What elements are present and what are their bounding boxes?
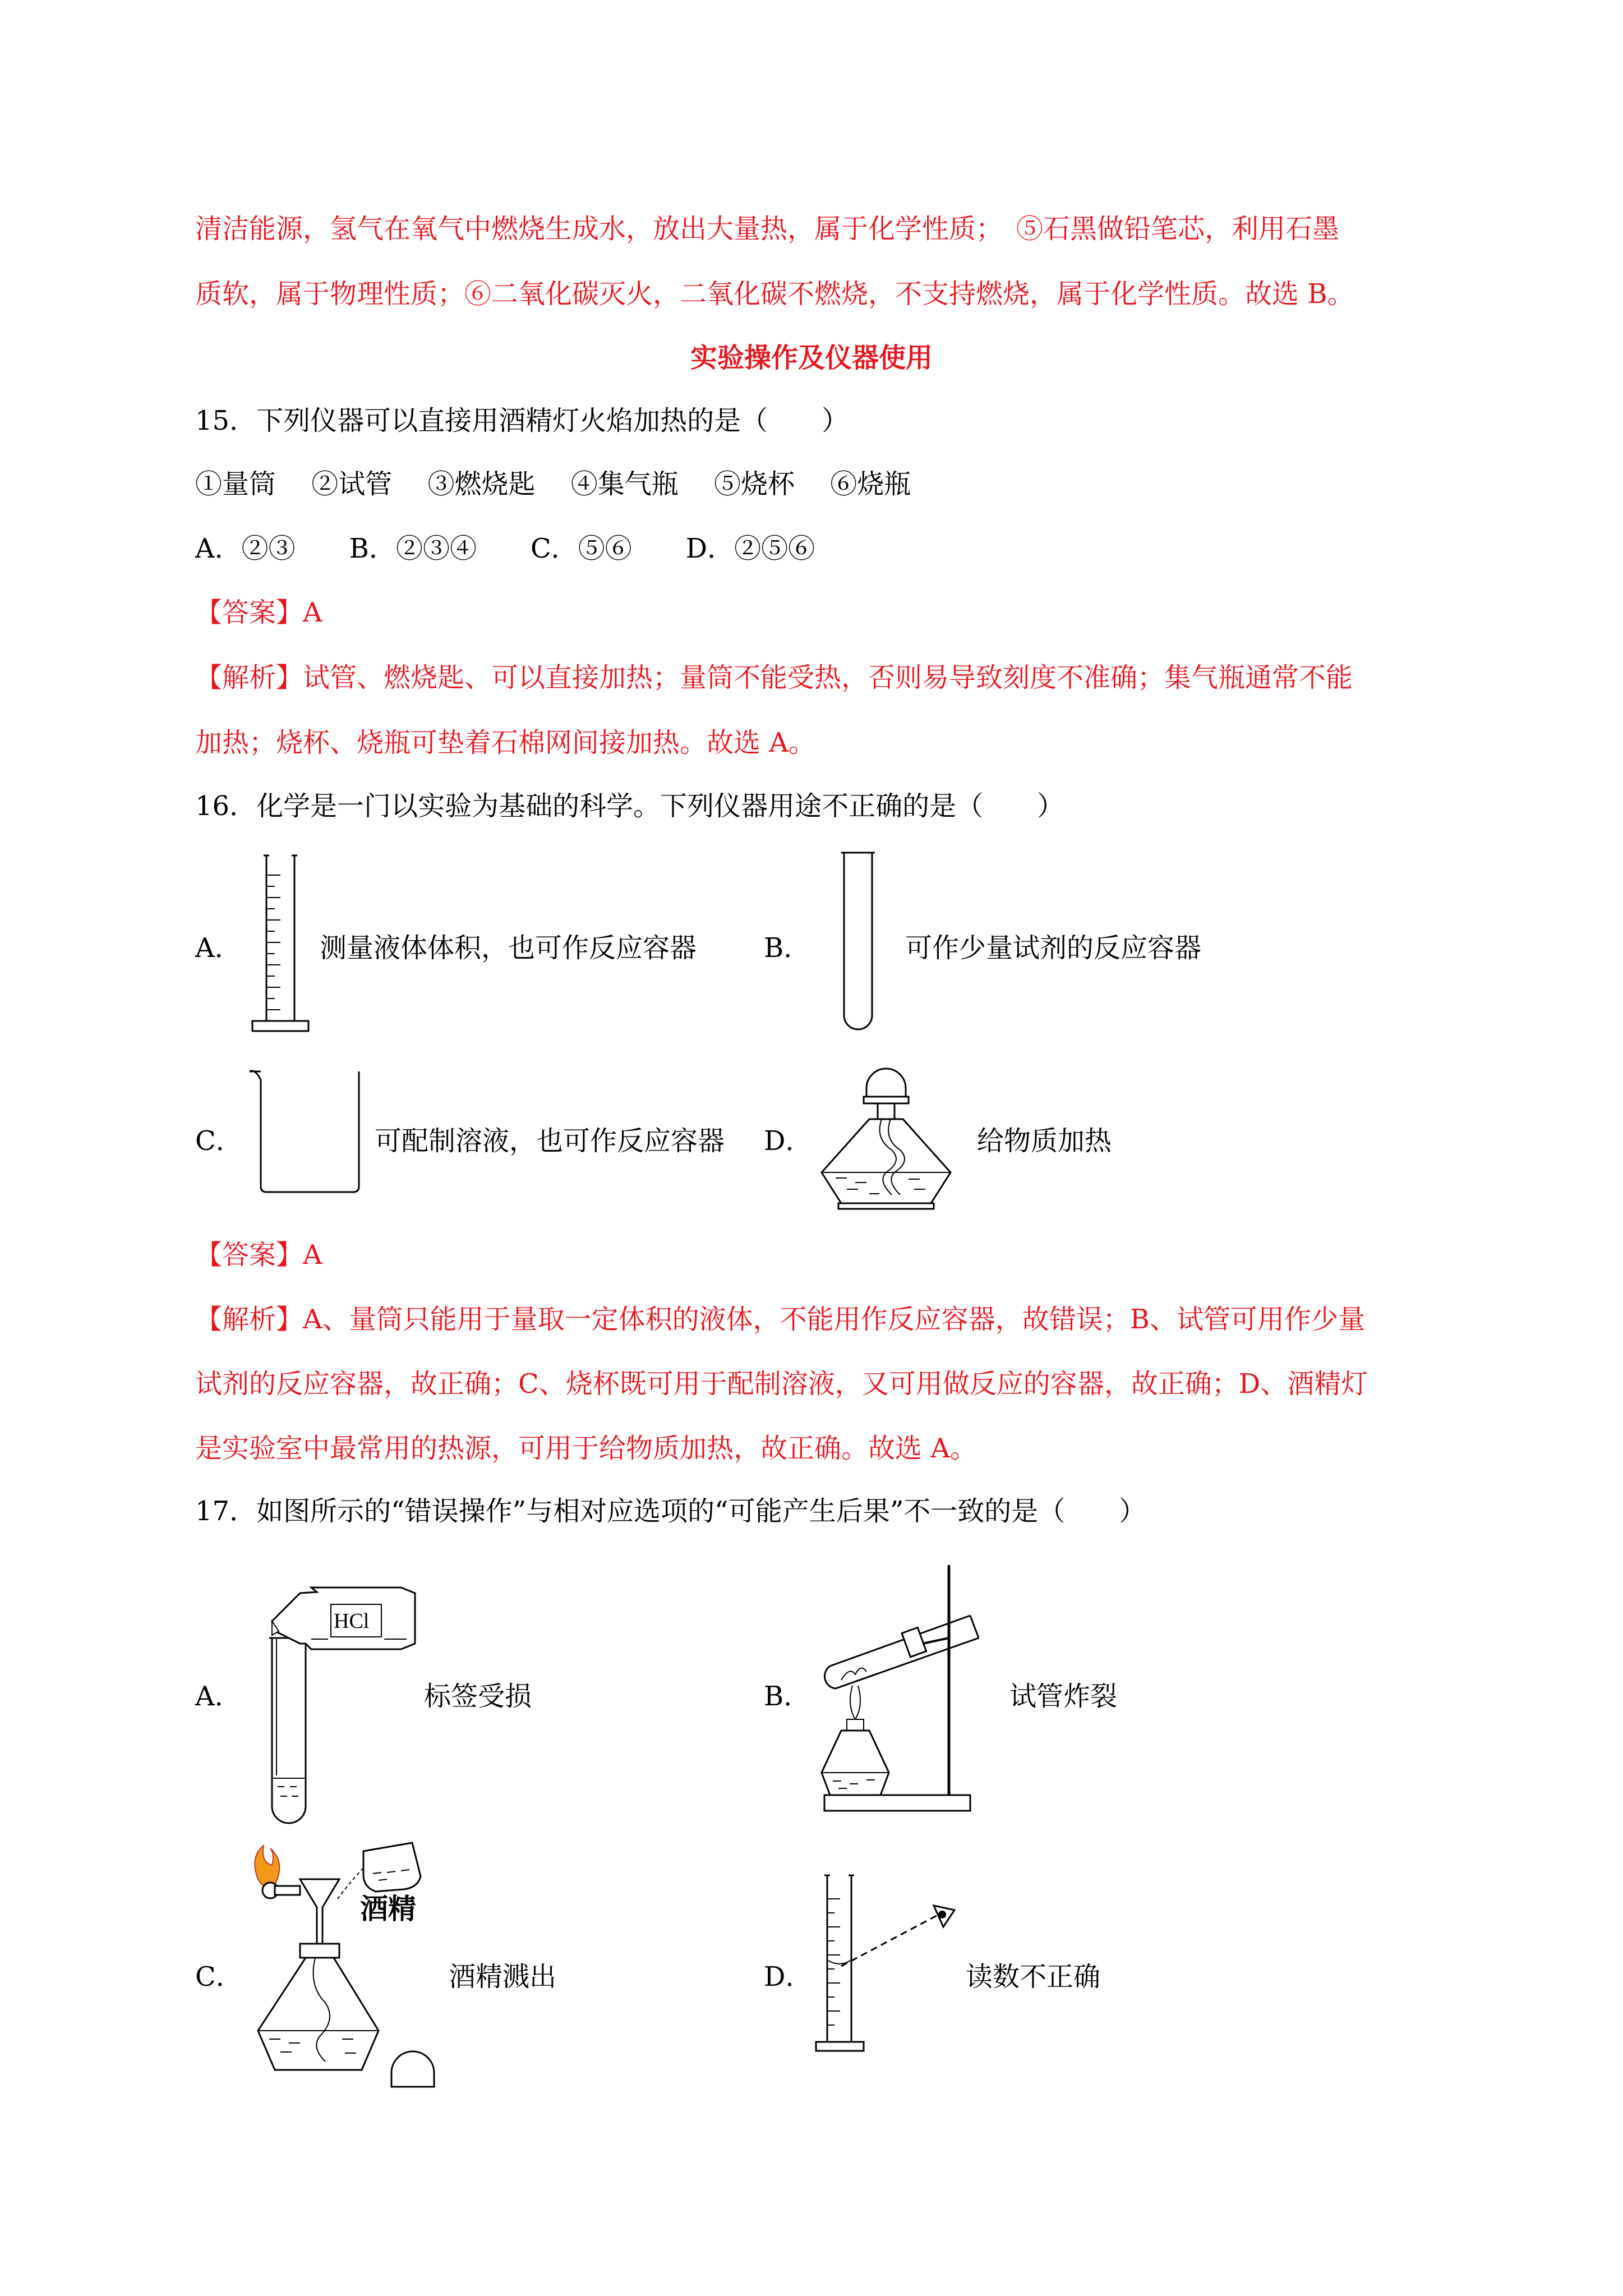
q17-option-b-letter: B． <box>764 1681 811 1712</box>
test-tube-figure <box>836 847 880 1038</box>
pouring-hcl-figure <box>233 1565 423 1823</box>
q15-items: ①量筒 ②试管 ③燃烧匙 ④集气瓶 ⑤烧杯 ⑥烧瓶 <box>195 468 911 500</box>
q16-option-b-letter: B． <box>764 932 811 964</box>
adding-alcohol-to-lit-lamp-figure <box>241 1846 454 2098</box>
q16-option-a-letter: A． <box>195 932 242 964</box>
section-title: 实验操作及仪器使用 <box>690 342 933 374</box>
q17-option-a-letter: A． <box>195 1681 242 1712</box>
explanation-line-1: 清洁能源，氢气在氧气中燃烧生成水，放出大量热，属于化学性质； ⑤石黑做铅笔芯，利用石墨 <box>195 213 1340 245</box>
q16-analysis-line-3: 是实验室中最常用的热源，可用于给物质加热，故正确。故选 A。 <box>195 1433 977 1464</box>
graduated-cylinder-figure <box>247 853 314 1038</box>
q16-option-a-text: 测量液体体积，也可作反应容器 <box>320 932 697 964</box>
beaker-figure <box>247 1066 370 1200</box>
q15-options: A．②③ B．②③④ C．⑤⑥ D．②⑤⑥ <box>195 533 815 564</box>
q16-option-d-text: 给物质加热 <box>977 1125 1112 1157</box>
heating-test-tube-figure <box>802 1559 1015 1829</box>
explanation-line-2: 质软，属于物理性质；⑥二氧化碳灭火，二氧化碳不燃烧，不支持燃烧，属于化学性质。故选 B。 <box>195 278 1354 310</box>
q17-option-a-text: 标签受损 <box>424 1681 532 1712</box>
q16-option-b-text: 可作少量试剂的反应容器 <box>905 932 1202 964</box>
q16-option-c-text: 可配制溶液，也可作反应容器 <box>375 1125 725 1157</box>
q16-stem: 16．化学是一门以实验为基础的科学。下列仪器用途不正确的是（ ） <box>195 790 1064 822</box>
alcohol-label: 酒精 <box>360 1893 416 1925</box>
q17-option-d-letter: D． <box>764 1961 813 1993</box>
q16-analysis-line-1: 【解析】A、量筒只能用于量取一定体积的液体，不能用作反应容器，故错误；B、试管可用作少量 <box>195 1304 1365 1335</box>
q17-option-c-text: 酒精溅出 <box>449 1961 557 1993</box>
q16-answer: 【答案】A <box>195 1239 322 1271</box>
q17-option-d-text: 读数不正确 <box>966 1961 1101 1993</box>
q17-option-c-letter: C． <box>195 1961 243 1993</box>
q17-stem: 17．如图所示的“错误操作”与相对应选项的“可能产生后果”不一致的是（ ） <box>195 1496 1146 1527</box>
q15-analysis-line-2: 加热；烧杯、烧瓶可垫着石棉网间接加热。故选 A。 <box>195 727 815 758</box>
q15-analysis-line-1: 【解析】试管、燃烧匙、可以直接加热；量筒不能受热，否则易导致刻度不准确；集气瓶通常不能 <box>195 662 1353 693</box>
q15-stem: 15．下列仪器可以直接用酒精灯火焰加热的是（ ） <box>195 405 849 436</box>
q16-option-c-letter: C． <box>195 1125 243 1157</box>
hcl-label: HCl <box>334 1609 370 1633</box>
q15-answer: 【答案】A <box>195 597 322 628</box>
q16-analysis-line-2: 试剂的反应容器，故正确；C、烧杯既可用于配制溶液，又可用做反应的容器，故正确；D、酒精灯 <box>195 1368 1368 1400</box>
q17-option-b-text: 试管炸裂 <box>1009 1681 1118 1712</box>
alcohol-lamp-figure <box>813 1055 959 1217</box>
q16-option-d-letter: D． <box>764 1125 813 1157</box>
